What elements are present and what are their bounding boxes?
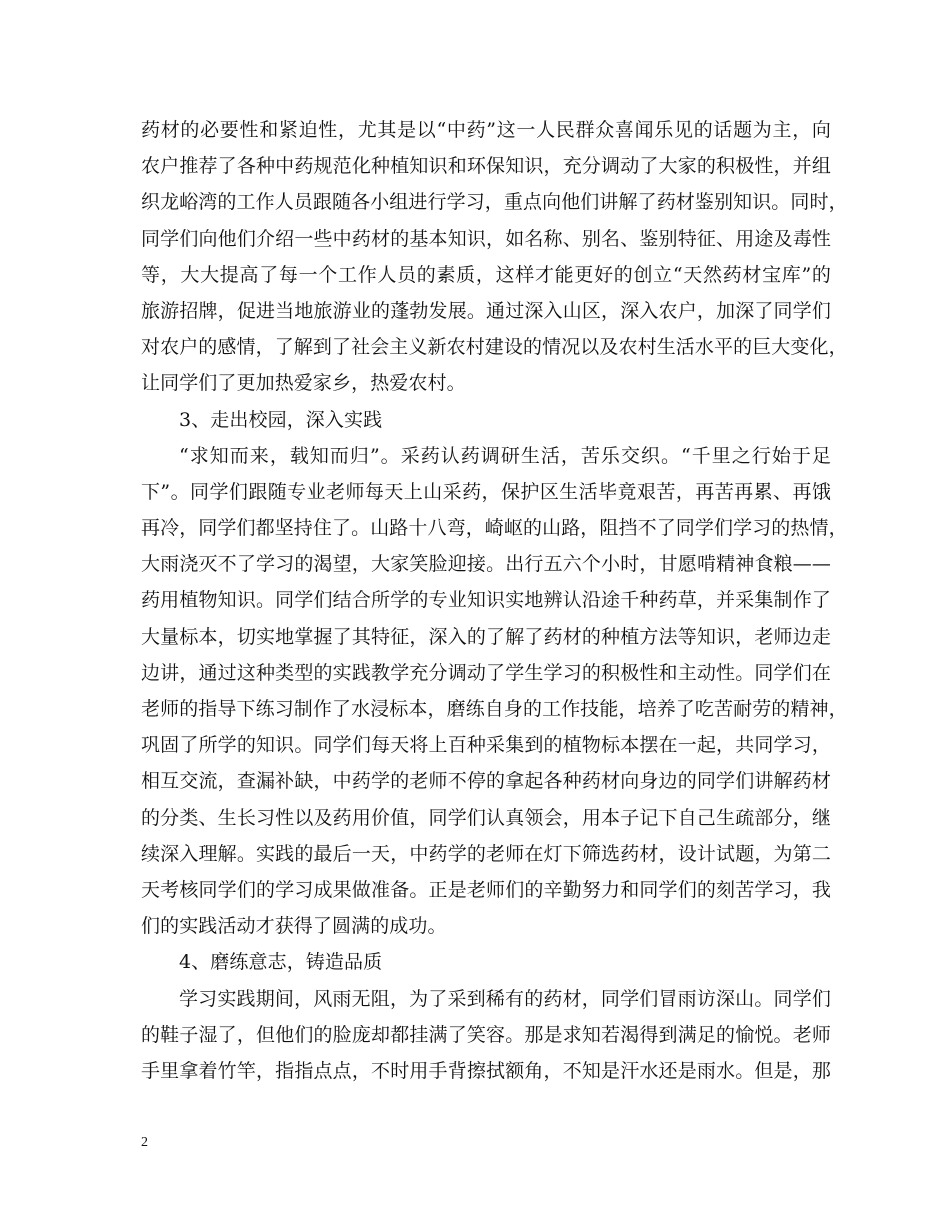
text-line: 学习实践期间，风雨无阻，为了采到稀有的药材，同学们冒雨访深山。同学们 bbox=[179, 987, 831, 1010]
section-heading bbox=[141, 944, 831, 980]
paragraph bbox=[141, 112, 848, 402]
text-line: 续深入理解。实践的最后一天，中药学的老师在灯下筛选药材，设计试题，为第二 bbox=[141, 842, 831, 865]
text-line: 天考核同学们的学习成果做准备。正是老师们的辛勤努力和同学们的刻苦学习，我 bbox=[141, 878, 831, 901]
text-line: 的分类、生长习性以及药用价值，同学们认真领会，用本子记下自己生疏部分，继 bbox=[141, 806, 831, 829]
text-line: “求知而来，载知而归”。采药认药调研生活，苦乐交织。“千里之行始于足 bbox=[179, 444, 831, 467]
section-heading bbox=[141, 402, 831, 438]
text-line: 手里拿着竹竿，指指点点，不时用手背擦拭额角，不知是汗水还是雨水。但是，那 bbox=[141, 1059, 831, 1082]
heading-line: 3、走出校园，深入实践 bbox=[179, 408, 383, 431]
heading-line: 4、磨练意志，铸造品质 bbox=[179, 951, 383, 974]
text-line: 巩固了所学的知识。同学们每天将上百种采集到的植物标本摆在一起，共同学习， bbox=[141, 734, 831, 757]
text-line: 药材的必要性和紧迫性，尤其是以“中药”这一人民群众喜闻乐见的话题为主，向 bbox=[141, 119, 831, 141]
paragraph bbox=[141, 438, 848, 945]
text-line: 药用植物知识。同学们结合所学的专业知识实地辨认沿途千种药草，并采集制作了 bbox=[141, 589, 831, 612]
paragraph bbox=[141, 981, 831, 1090]
text-line: 织龙峪湾的工作人员跟随各小组进行学习，重点向他们讲解了药材鉴别知识。同时， bbox=[141, 191, 848, 214]
page-number: 2 bbox=[141, 1135, 148, 1150]
text-line: 同学们向他们介绍一些中药材的基本知识，如名称、别名、鉴别特征、用途及毒性 bbox=[141, 227, 831, 250]
text-line: 下”。同学们跟随专业老师每天上山采药，保护区生活毕竟艰苦，再苦再累、再饿 bbox=[141, 480, 831, 503]
text-line: 让同学们了更加热爱家乡，热爱农村。 bbox=[141, 372, 466, 395]
text-line: 农户推荐了各种中药规范化种植知识和环保知识，充分调动了大家的积极性，并组 bbox=[141, 155, 831, 178]
text-line: 边讲，通过这种类型的实践教学充分调动了学生学习的积极性和主动性。同学们在 bbox=[141, 661, 831, 684]
text-line: 相互交流，查漏补缺，中药学的老师不停的拿起各种药材向身边的同学们讲解药材 bbox=[141, 770, 831, 793]
text-line: 旅游招牌，促进当地旅游业的蓬勃发展。通过深入山区，深入农户，加深了同学们 bbox=[141, 299, 831, 322]
text-line: 再冷，同学们都坚持住了。山路十八弯，崎岖的山路，阻挡不了同学们学习的热情， bbox=[141, 517, 848, 540]
text-line: 等，大大提高了每一个工作人员的素质，这样才能更好的创立“天然药材宝库”的 bbox=[141, 263, 831, 286]
text-line: 大雨浇灭不了学习的渴望，大家笑脸迎接。出行五六个小时，甘愿啃精神食粮—— bbox=[141, 553, 831, 576]
text-line: 大量标本，切实地掌握了其特征，深入的了解了药材的种植方法等知识，老师边走 bbox=[141, 625, 831, 648]
text-line: 老师的指导下练习制作了水浸标本，磨练自身的工作技能，培养了吃苦耐劳的精神， bbox=[141, 698, 848, 720]
text-line: 们的实践活动才获得了圆满的成功。 bbox=[141, 915, 447, 938]
text-line: 的鞋子湿了，但他们的脸庞却都挂满了笑容。那是求知若渴得到满足的愉悦。老师 bbox=[141, 1023, 831, 1046]
text-line: 对农户的感情，了解到了社会主义新农村建设的情况以及农村生活水平的巨大变化， bbox=[141, 336, 848, 359]
body-text bbox=[141, 112, 848, 1089]
